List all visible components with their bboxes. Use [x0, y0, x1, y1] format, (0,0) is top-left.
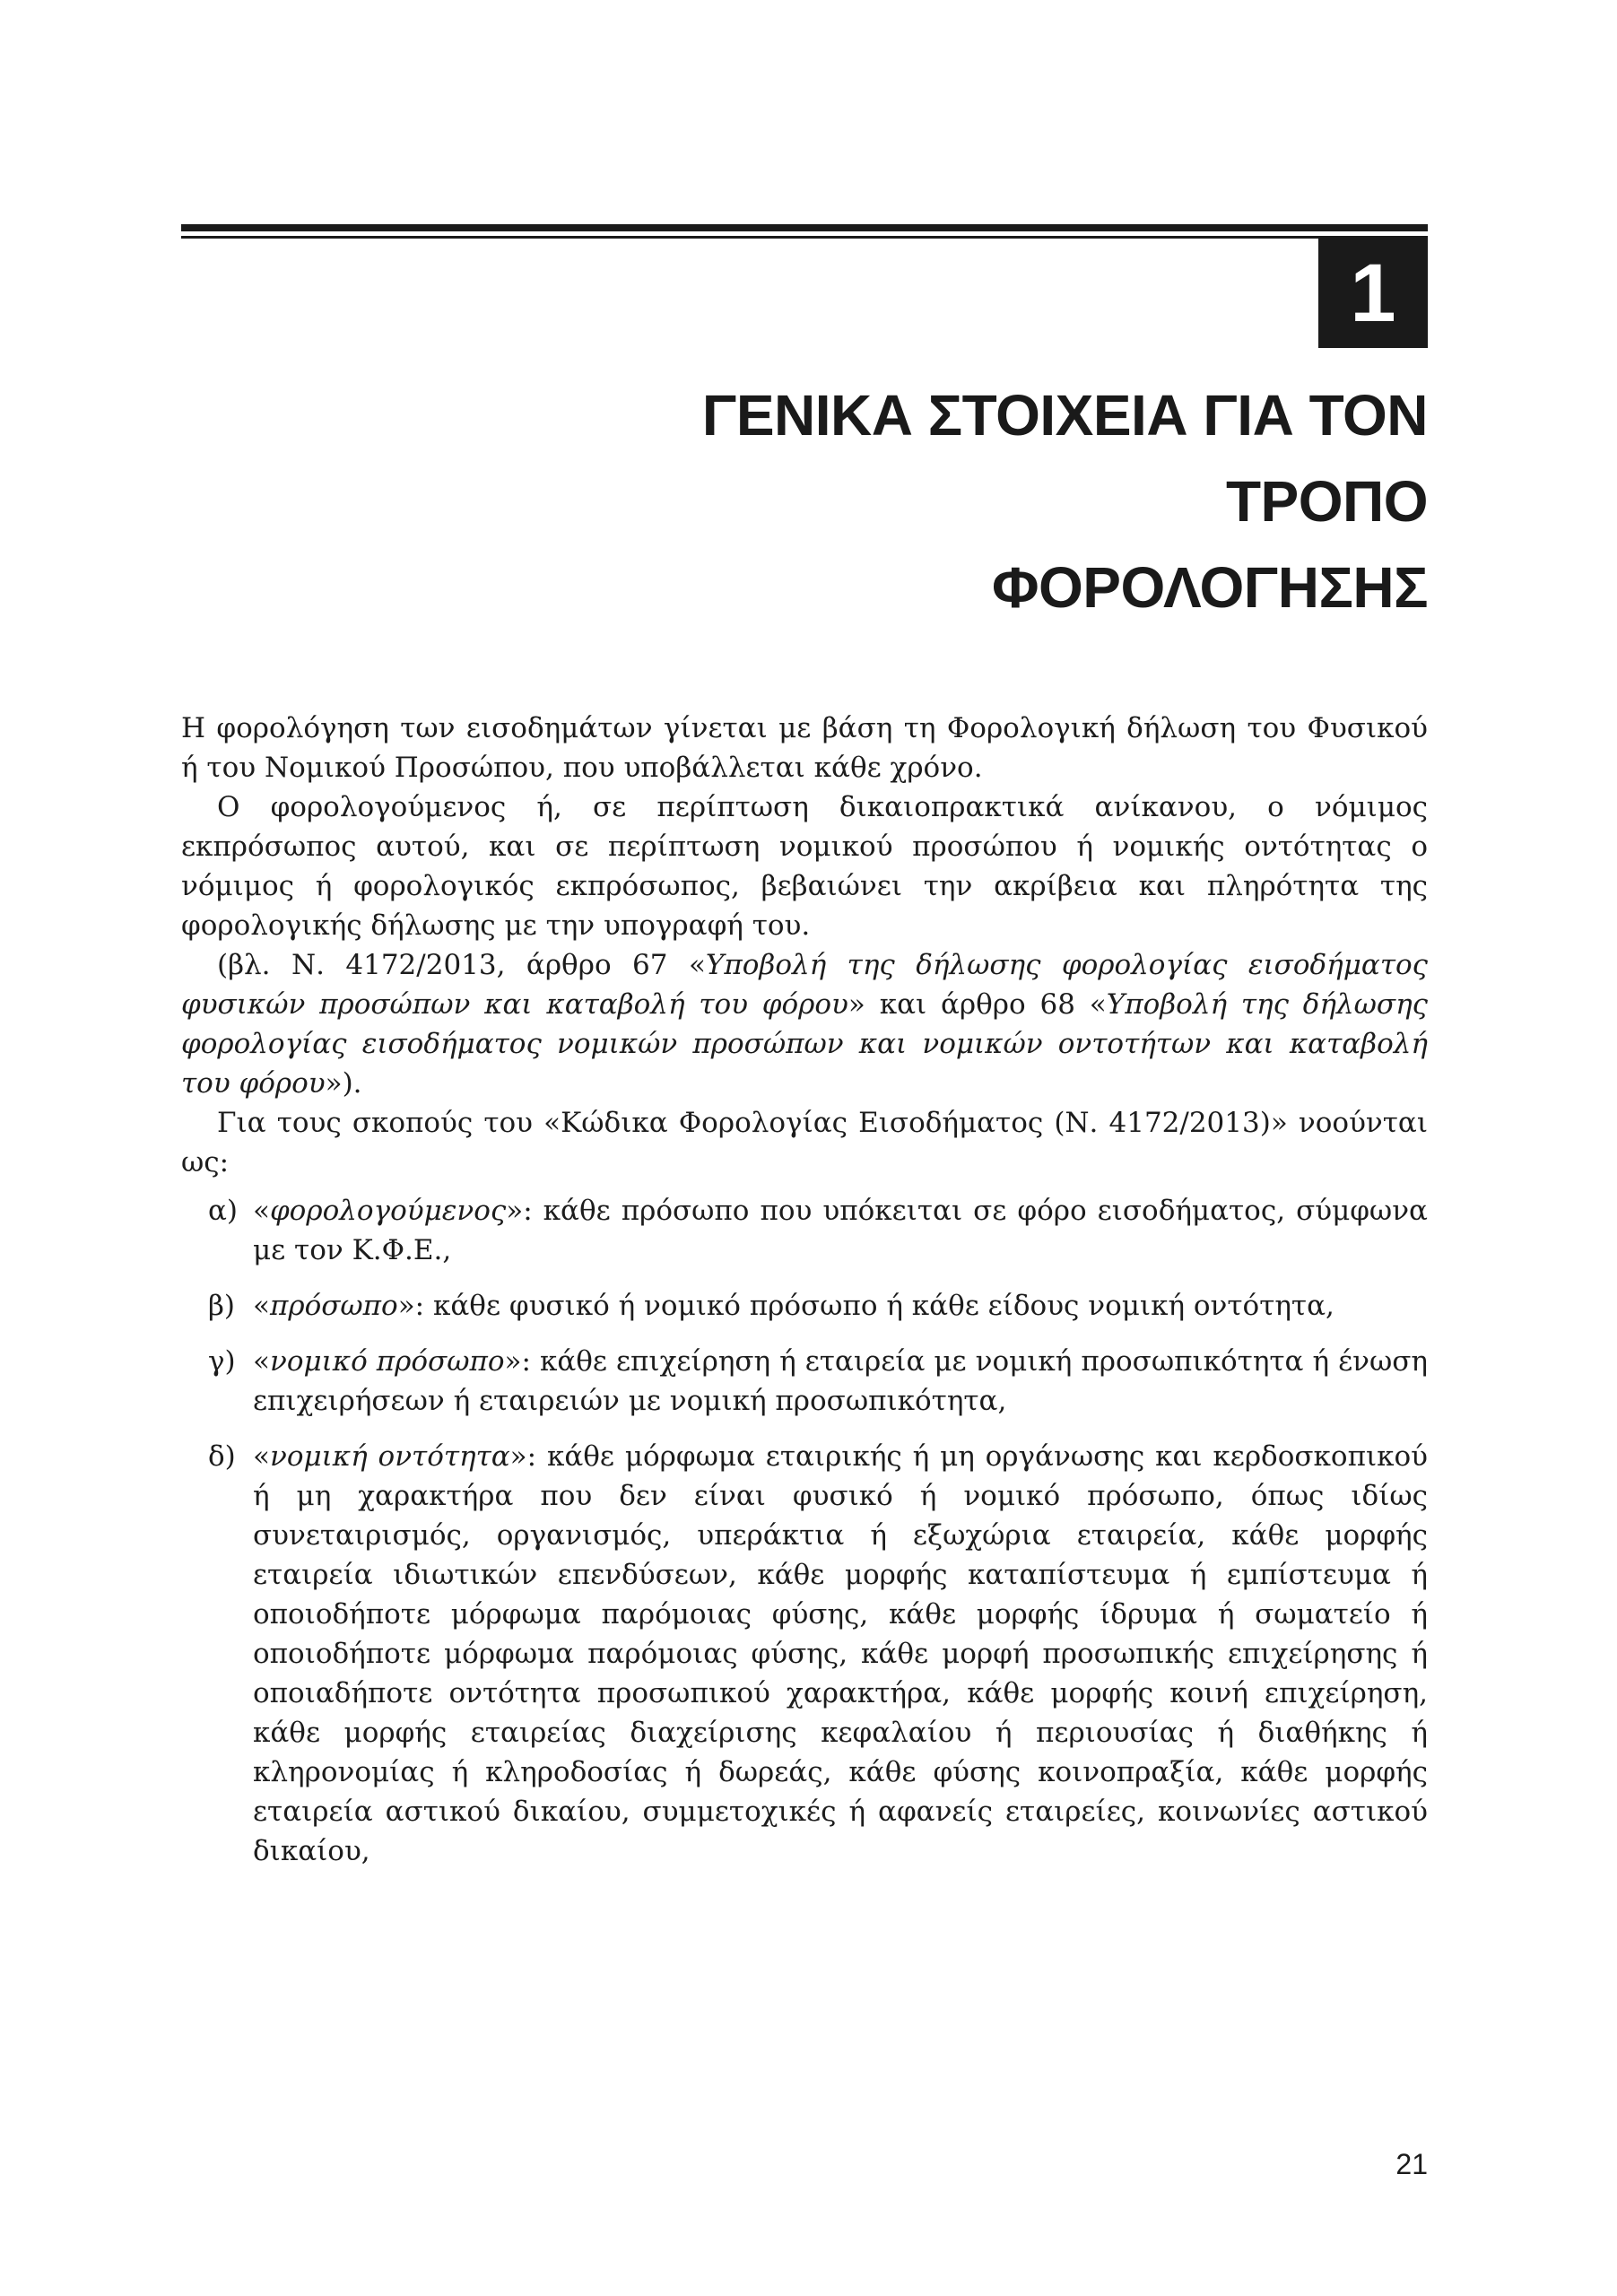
chapter-number: 1 [1350, 248, 1396, 339]
paragraph-representative: Ο φορολογούμενος ή, σε περίπτωση δικαιοπρακτικά ανίκανου, ο νόμιμος εκπρόσωπος αυτού, και σε περίπτωση νομικού προσώπου ή νομικής οντότητας ο νόμιμος ή φορολογικός εκπρόσωπος, βεβαιώνει την ακρίβεια και πληρότητα της φορολογικής δήλωσης με την υπογραφή του. [181, 791, 1428, 942]
page-number: 21 [1395, 2148, 1428, 2180]
body-text [181, 709, 1428, 1887]
definition-text [253, 1342, 1428, 1421]
chapter-title-line-2: ΦΟΡΟΛΟΓΗΣΗΣ [991, 555, 1428, 620]
law-ref-article-68-title: Υποβολή της δήλωσης φορολογίας εισοδήματος νομικών προσώπων και νομικών οντοτήτων και καταβολή του φόρου [181, 988, 1429, 1100]
definition-body: »: κάθε φυσικό ή νομικό πρόσωπο ή κάθε είδους νομική οντότητα, [397, 1290, 1334, 1322]
definition-quote-open: « [253, 1440, 270, 1473]
definition-text [253, 1286, 1428, 1326]
definition-item [181, 1437, 1428, 1871]
definition-term: νομική οντότητα [269, 1440, 510, 1473]
definition-body: »: κάθε μόρφωμα εταιρικής ή μη οργάνωσης και κερδοσκοπικού ή μη χαρακτήρα που δεν είναι φυσικό ή νομικό πρόσωπο, όπως ιδίως συνεταιρισμός, οργανισμός, υπεράκτια ή εξωχώρια εταιρεία, κάθε μορφής εταιρεία ιδιωτικών επενδύσεων, κάθε μορφής καταπίστευμα ή εμπίστευμα ή οποιοδήποτε μόρφωμα παρόμοιας φύσης, κάθε μορφής ίδρυμα ή σωματείο ή οποιοδήποτε μόρφωμα παρόμοιας φύσης, κάθε μορφή προσωπικής επιχείρησης ή οποιαδήποτε οντότητα προσωπικού χαρακτήρα, κάθε μορφής κοινή επιχείρηση, κάθε μορφής εταιρείας διαχείρισης κεφαλαίου ή περιουσίας ή διαθήκης ή κληρονομίας ή κληροδοσίας ή δωρεάς, κάθε φύσης κοινοπραξία, κάθε μορφής εταιρεία αστικού δικαίου, συμμετοχικές ή αφανείς εταιρείες, κοινωνίες αστικού δικαίου, [253, 1440, 1428, 1867]
law-ref-part-a: (βλ. Ν. 4172/2013, άρθρο 67 « [217, 949, 706, 981]
paragraph-intro: Η φορολόγηση των εισοδημάτων γίνεται με βάση τη Φορολογική δήλωση του Φυσικού ή του Νομικού Προσώπου, που υποβάλλεται κάθε χρόνο. [181, 712, 1428, 784]
chapter-rule-thin [181, 236, 1428, 239]
chapter-title-line-1: ΓΕΝΙΚΑ ΣΤΟΙΧΕΙΑ ΓΙΑ ΤΟΝ ΤΡΟΠΟ [701, 383, 1428, 534]
definition-text [253, 1191, 1428, 1270]
definition-quote-open: « [253, 1195, 270, 1227]
definition-quote-open: « [253, 1290, 270, 1322]
definition-marker: α) [208, 1195, 239, 1227]
definition-marker: γ) [208, 1345, 236, 1378]
definition-term: πρόσωπο [269, 1290, 398, 1322]
definition-marker: δ) [208, 1440, 236, 1473]
law-ref-article-67-title: Υποβολή της δήλωσης φορολογίας εισοδήματος φυσικών προσώπων και καταβολή του φόρου [181, 949, 1428, 1021]
definition-item [181, 1286, 1428, 1326]
definition-body: »: κάθε επιχείρηση ή εταιρεία με νομική προσωπικότητα ή ένωση επιχειρήσεων ή εταιρειών με νομική προσωπικότητα, [253, 1345, 1428, 1417]
definition-body: »: κάθε πρόσωπο που υπόκειται σε φόρο εισοδήματος, σύμφωνα με τον Κ.Φ.Ε., [253, 1195, 1428, 1266]
definition-marker: β) [208, 1290, 236, 1322]
law-ref-part-e: »). [325, 1067, 362, 1100]
definition-item [181, 1191, 1428, 1270]
law-ref-part-c: » και άρθρο 68 « [848, 988, 1107, 1021]
chapter-title [531, 372, 1428, 631]
chapter-number-box [1318, 239, 1428, 348]
definition-term: φορολογούμενος [269, 1195, 507, 1227]
definition-text [253, 1437, 1428, 1871]
definitions-list [181, 1191, 1428, 1871]
definition-quote-open: « [253, 1345, 270, 1378]
definition-term: νομικό πρόσωπο [269, 1345, 505, 1378]
paragraph-definitions-intro: Για τους σκοπούς του «Κώδικα Φορολογίας Εισοδήματος (Ν. 4172/2013)» νοούνται ως: [181, 1107, 1428, 1178]
definition-item [181, 1342, 1428, 1421]
chapter-rule-thick [181, 224, 1428, 231]
paragraph-law-reference [181, 945, 1428, 1103]
